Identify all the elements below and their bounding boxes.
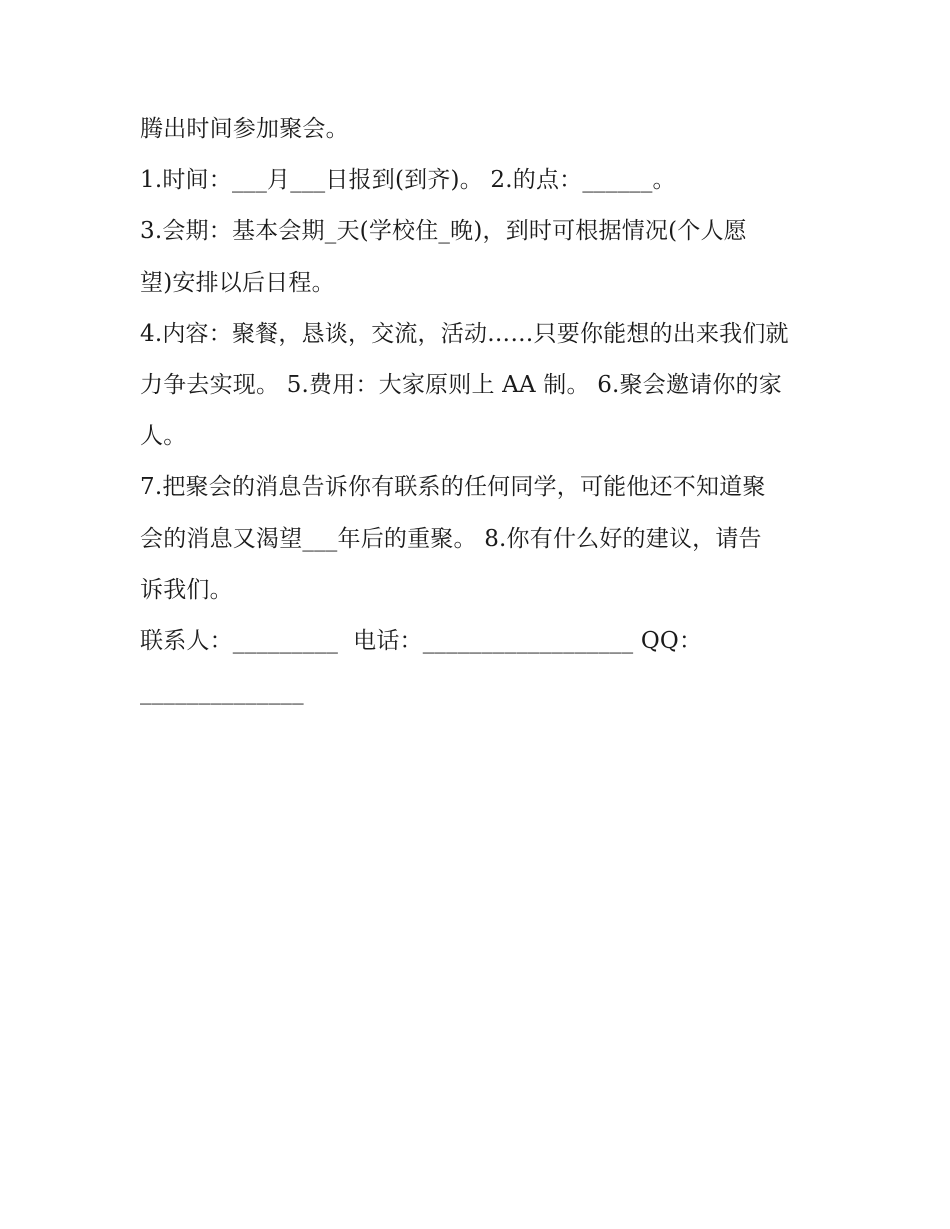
text-line-suggestions: 会的消息又渴望___年后的重聚。 8.你有什么好的建议，请告	[140, 525, 762, 552]
text-line-suggestions-cont: 诉我们。	[140, 576, 233, 603]
text-line-duration-cont: 望)安排以后日程。	[140, 269, 335, 296]
text-line-invite-closing: 腾出时间参加聚会。	[140, 116, 349, 142]
text-line-qq-blank: ______________	[140, 679, 304, 706]
text-line-family-cont: 人。	[140, 423, 187, 450]
text-line-duration: 3.会期：基本会期_天(学校住_晚)，到时可根据情况(个人愿	[140, 218, 747, 245]
text-line-spread-news: 7.把聚会的消息告诉你有联系的任何同学，可能他还不知道聚	[140, 474, 766, 501]
text-line-contact: 联系人：_________ 电话：__________________ QQ：	[140, 627, 703, 654]
text-line-content: 4.内容：聚餐，恳谈，交流，活动……只要你能想的出来我们就	[140, 320, 789, 347]
document-body	[140, 104, 820, 718]
text-line-cost-family: 力争去实现。 5.费用：大家原则上 AA 制。 6.聚会邀请你的家	[140, 371, 782, 398]
text-line-time-place: 1.时间：___月___日报到(到齐)。 2.的点：______。	[140, 167, 676, 194]
